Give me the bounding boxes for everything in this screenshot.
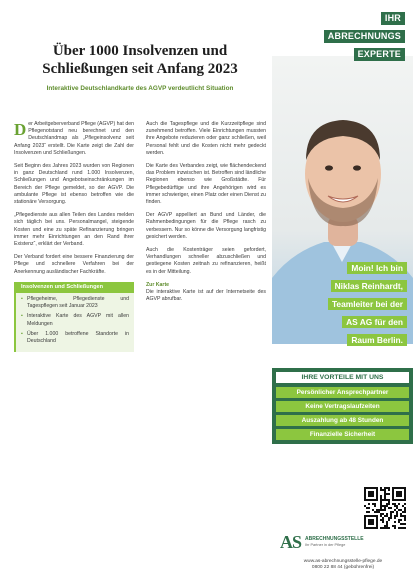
article	[14, 42, 266, 582]
paragraph: „Pflegedienste aus allen Teilen des Landes melden sich täglich bei uns. Personalmangel, steigende Kosten und eine zu späte Refinanzierung bringen immer mehr Einrichtungen an den Rand ihrer Existenz“, erklärt der Verband.	[14, 212, 134, 248]
qr-module	[394, 525, 396, 527]
qr-module	[388, 499, 390, 501]
paragraph: Auch die Tagespflege und die Kurzzeitpflege sind zunehmend betroffen. Viele Einrichtungen mussten ihre Angebote reduzieren oder ganz schließen, weil Personal fehlt und die Kosten nicht mehr gedeckt werden.	[146, 121, 266, 156]
qr-module	[390, 513, 392, 515]
qr-module	[388, 517, 390, 519]
ad-title-line-2: ABRECHNUNGS	[324, 30, 405, 43]
qr-module	[390, 511, 392, 513]
qr-module	[382, 521, 384, 523]
benefit-item: Keine Vertragslaufzeiten	[276, 401, 409, 412]
qr-module	[380, 519, 382, 521]
contact-phone: 0800 22 88 44 (gebührenfrei)	[311, 565, 375, 571]
qr-module	[404, 503, 406, 505]
qr-module	[400, 515, 402, 517]
qr-module	[382, 513, 384, 515]
qr-module	[384, 491, 386, 493]
paragraph: Der AGVP appelliert an Bund und Länder, die Rahmenbedingungen für die Pflege rasch zu verbessern. Nur so könne die Versorgung langfristig gesichert werden.	[146, 212, 266, 240]
qr-module	[384, 505, 386, 507]
qr-module	[398, 503, 400, 505]
qr-code-icon[interactable]	[364, 487, 406, 529]
qr-module	[366, 507, 368, 509]
qr-module	[386, 487, 388, 489]
fact-box-title: Insolvenzen und Schließungen	[16, 282, 134, 293]
logo-name: ABRECHNUNGSSTELLE	[305, 536, 364, 542]
qr-module	[386, 521, 388, 523]
source-label: Zur Karte	[146, 281, 170, 288]
qr-module	[384, 509, 386, 511]
dropcap: D	[14, 120, 27, 139]
qr-module	[400, 527, 402, 529]
qr-module	[404, 517, 406, 519]
qr-module	[382, 489, 384, 491]
qr-module	[396, 515, 398, 517]
qr-module	[372, 509, 374, 511]
qr-module	[396, 511, 398, 513]
quote-line: AS AG für den	[342, 316, 407, 328]
fact-item: ▪ Pflegeheime, Pflegedienste und Tagespflegen seit Januar 2023	[21, 296, 129, 310]
qr-module	[374, 505, 376, 507]
qr-module	[402, 505, 404, 507]
qr-module	[378, 511, 380, 513]
qr-module	[386, 527, 388, 529]
qr-module	[380, 499, 382, 501]
qr-module	[380, 507, 382, 509]
logo-text	[305, 536, 364, 548]
qr-module	[384, 507, 386, 509]
qr-module	[388, 501, 390, 503]
qr-module	[378, 509, 380, 511]
qr-finder	[368, 491, 374, 497]
qr-module	[394, 521, 396, 523]
as-logo	[280, 531, 410, 553]
qr-module	[380, 527, 382, 529]
fact-item: ▪ Über 1.000 betroffene Standorte in Deutschland	[21, 331, 129, 345]
qr-module	[384, 527, 386, 529]
benefit-item: Auszahlung ab 48 Stunden	[276, 415, 409, 426]
qr-module	[392, 525, 394, 527]
qr-finder	[368, 519, 374, 525]
qr-module	[400, 519, 402, 521]
qr-module	[404, 507, 406, 509]
qr-module	[402, 523, 404, 525]
qr-module	[398, 509, 400, 511]
qr-module	[382, 519, 384, 521]
qr-module	[400, 509, 402, 511]
benefits-box	[272, 368, 413, 444]
qr-module	[404, 523, 406, 525]
qr-module	[394, 515, 396, 517]
paragraph: Seit Beginn des Jahres 2023 wurden von Regionen in ganz Deutschland rund 1.000 Insolvenzen, Schließungen und Angebotseinschränkungen im Bereich der Pflege gemeldet, so der AGVP. Die ambulante Pflege ist ebenso betroffen wie die stationäre Versorgung.	[14, 163, 134, 206]
qr-module	[386, 525, 388, 527]
quote-line: Moin! Ich bin	[347, 262, 407, 274]
qr-module	[404, 515, 406, 517]
qr-module	[394, 527, 396, 529]
qr-module	[386, 505, 388, 507]
qr-module	[392, 503, 394, 505]
fact-item: ▪ Interaktive Karte des AGVP mit allen Meldungen	[21, 313, 129, 327]
qr-module	[404, 511, 406, 513]
article-column-2	[146, 121, 266, 352]
contact-web-link[interactable]: www.as-abrechnungsstelle-pflege.de	[303, 559, 383, 564]
article-subline: Interaktive Deutschlandkarte des AGVP verdeutlicht Situation	[46, 85, 234, 92]
quote-line: Raum Berlin.	[347, 334, 407, 346]
qr-module	[372, 503, 374, 505]
qr-module	[396, 513, 398, 515]
paragraph: Die Karte des Verbandes zeigt, wie flächendeckend das Problem inzwischen ist. Betroffen sind ländliche Regionen ebenso wie Großstädte. Für Pflegebedürftige und ihre Angehörigen wird es immer schwieriger, einen Platz oder einen Dienst zu finden.	[146, 163, 266, 206]
qr-module	[368, 511, 370, 513]
qr-module	[384, 487, 386, 489]
paragraph: Der Arbeitgeberverband Pflege (AGVP) hat den Pflegenotstand neu berechnet und den Deutschlandmap als „Pflegeinsolvenz seit Anfang 2023“ erstellt. Die Karte zeigt die Zahl der Insolvenzen und Schließungen.	[14, 120, 134, 156]
logo-sub: Ihr Partner in der Pflege	[305, 543, 346, 547]
ad-title-line-3: EXPERTE	[354, 48, 405, 61]
quote-line: Niklas Reinhardt,	[331, 280, 407, 292]
qr-module	[390, 515, 392, 517]
qr-module	[384, 499, 386, 501]
qr-module	[400, 523, 402, 525]
headline-line-2: Schließungen seit Anfang 2023	[42, 61, 238, 77]
qr-module	[368, 503, 370, 505]
qr-module	[384, 525, 386, 527]
qr-module	[386, 493, 388, 495]
qr-module	[380, 503, 382, 505]
qr-module	[400, 513, 402, 515]
qr-module	[376, 511, 378, 513]
fact-list	[16, 293, 134, 345]
qr-module	[380, 501, 382, 503]
qr-module	[402, 515, 404, 517]
qr-module	[390, 507, 392, 509]
paragraph: Der Verband fordert eine bessere Finanzierung der Pflege und schnellere Verfahren bei der Anerkennung ausländischer Fachkräfte.	[14, 254, 134, 275]
qr-module	[392, 511, 394, 513]
qr-module	[398, 527, 400, 529]
advertisement	[272, 0, 413, 585]
qr-module	[394, 505, 396, 507]
qr-module	[388, 519, 390, 521]
quote-line: Teamleiter bei der	[328, 298, 407, 310]
ad-quote	[328, 258, 407, 348]
qr-module	[386, 503, 388, 505]
qr-module	[388, 493, 390, 495]
qr-module	[388, 527, 390, 529]
qr-module	[388, 487, 390, 489]
ad-title	[324, 8, 405, 62]
benefit-item: Finanzielle Sicherheit	[276, 429, 409, 440]
contact-info	[278, 559, 408, 572]
qr-module	[374, 511, 376, 513]
qr-module	[366, 511, 368, 513]
qr-module	[398, 519, 400, 521]
qr-module	[388, 507, 390, 509]
qr-module	[402, 527, 404, 529]
qr-module	[396, 507, 398, 509]
qr-module	[368, 507, 370, 509]
qr-module	[396, 505, 398, 507]
qr-module	[384, 497, 386, 499]
qr-module	[382, 509, 384, 511]
qr-module	[390, 517, 392, 519]
qr-module	[386, 513, 388, 515]
qr-module	[394, 517, 396, 519]
qr-module	[394, 503, 396, 505]
fact-box	[14, 282, 134, 352]
qr-module	[382, 517, 384, 519]
qr-module	[382, 499, 384, 501]
qr-module	[384, 489, 386, 491]
qr-code-pattern	[364, 487, 406, 529]
qr-module	[394, 509, 396, 511]
paragraph: Auch die Kostenträger seien gefordert, Verhandlungen schneller abzuschließen und gestiegene Kosten zeitnah zu refinanzieren, heißt es in der Mitteilung.	[146, 247, 266, 275]
benefit-item: Persönlicher Ansprechpartner	[276, 387, 409, 398]
left-eye	[325, 165, 333, 170]
article-column-1	[14, 121, 134, 352]
qr-module	[380, 487, 382, 489]
qr-module	[382, 527, 384, 529]
qr-module	[380, 509, 382, 511]
qr-module	[380, 495, 382, 497]
qr-module	[380, 515, 382, 517]
qr-module	[364, 505, 366, 507]
qr-module	[404, 509, 406, 511]
qr-module	[380, 505, 382, 507]
qr-module	[388, 503, 390, 505]
right-eye	[353, 165, 361, 170]
qr-module	[402, 511, 404, 513]
qr-module	[382, 505, 384, 507]
qr-module	[380, 489, 382, 491]
qr-module	[386, 499, 388, 501]
article-headline	[14, 42, 266, 78]
qr-module	[404, 519, 406, 521]
logo-mark: AS	[280, 531, 302, 552]
qr-module	[404, 527, 406, 529]
qr-module	[384, 495, 386, 497]
qr-module	[374, 503, 376, 505]
qr-module	[384, 515, 386, 517]
qr-module	[380, 513, 382, 515]
source-text: Die interaktive Karte ist auf der Internetseite des AGVP abrufbar.	[146, 289, 266, 303]
qr-module	[380, 497, 382, 499]
qr-module	[388, 489, 390, 491]
headline-line-1: Über 1000 Insolvenzen und	[52, 43, 228, 59]
benefits-title: IHRE VORTEILE MIT UNS	[276, 372, 409, 383]
qr-finder	[396, 491, 402, 497]
article-columns	[14, 121, 266, 352]
qr-module	[386, 515, 388, 517]
ad-title-line-1: IHR	[381, 12, 405, 25]
qr-module	[398, 521, 400, 523]
qr-module	[384, 493, 386, 495]
qr-module	[376, 509, 378, 511]
qr-module	[386, 523, 388, 525]
